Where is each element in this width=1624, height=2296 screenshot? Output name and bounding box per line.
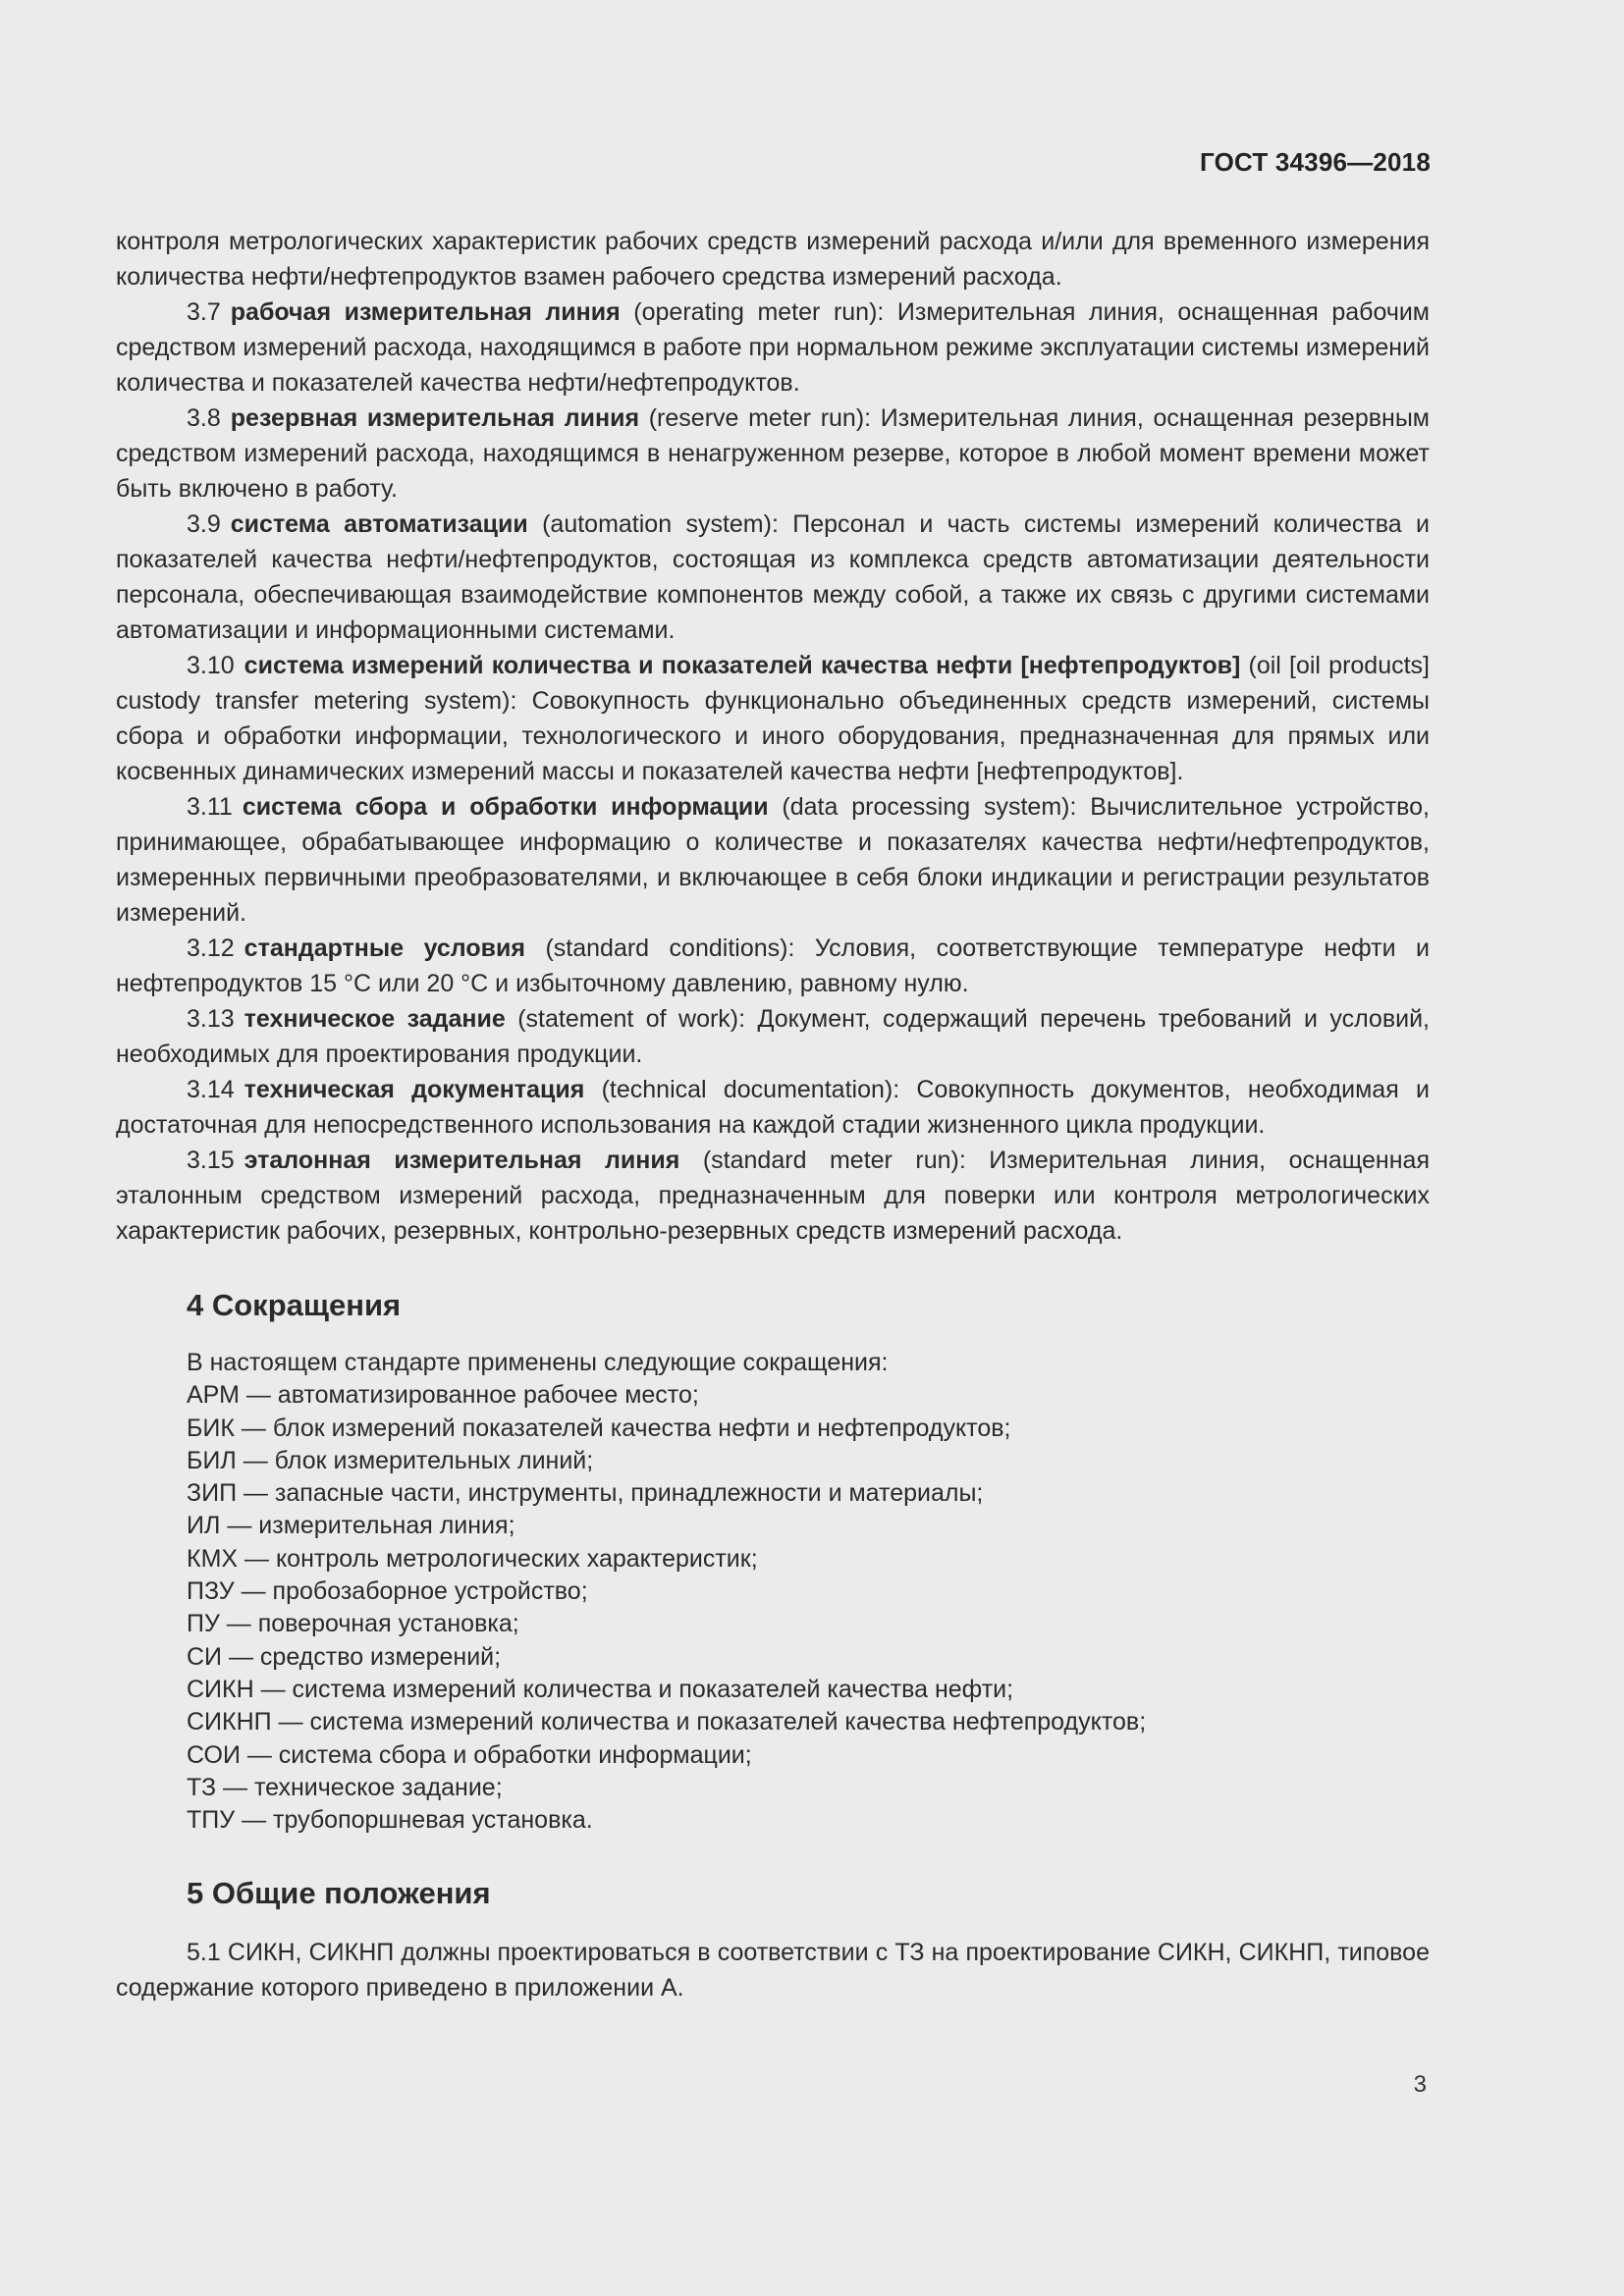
- document-header: ГОСТ 34396—2018: [1200, 147, 1431, 177]
- list-item: СИКНП — система измерений количества и показателей качества нефтепродуктов;: [187, 1708, 1147, 1736]
- term-3-14: [116, 1072, 1430, 1143]
- list-item: ПЗУ — пробозаборное устройство;: [187, 1577, 588, 1606]
- list-item: ИЛ — измерительная линия;: [187, 1512, 515, 1540]
- term-3-10: [116, 648, 1430, 789]
- list-item: ПУ — поверочная установка;: [187, 1610, 519, 1638]
- term-number: 3.15: [187, 1147, 235, 1174]
- term-definition: (automation system): Персонал и часть системы измерений количества и показателей качества нефти/нефтепродуктов, состоящая из комплекса средств автоматизации деятельности персонала, обеспечивающая взаимодействие компонентов между собой, а также их связь с другими системами автоматизации и информационными системами.: [116, 510, 1430, 644]
- term-definition: (standard conditions): Условия, соответствующие температуре нефти и нефтепродуктов 15 °С или 20 °С и избыточному давлению, равному нулю.: [116, 934, 1430, 997]
- term-number: 3.7: [187, 298, 221, 326]
- term-title: система сбора и обработки информации: [242, 793, 769, 821]
- term-definition: (operating meter run): Измерительная линия, оснащенная рабочим средством измерений расхода, находящимся в работе при нормальном режиме эксплуатации системы измерений количества и показателей качества нефти/нефтепродуктов.: [116, 298, 1430, 397]
- list-item: СОИ — система сбора и обработки информации;: [187, 1740, 752, 1769]
- section-5-paragraph: 5.1 СИКН, СИКНП должны проектироваться в соответствии с ТЗ на проектирование СИКН, СИКНП, типовое содержание которого приведено в приложении А.: [116, 1939, 1430, 2002]
- term-number: 3.9: [187, 510, 221, 538]
- list-item: БИЛ — блок измерительных линий;: [187, 1446, 594, 1474]
- section-4-heading: 4 Сокращения: [187, 1288, 402, 1322]
- continuation-paragraph: контроля метрологических характеристик рабочих средств измерений расхода и/или для временного измерения количества нефти/нефтепродуктов взамен рабочего средства измерений расхода.: [116, 228, 1430, 291]
- term-number: 3.13: [187, 1005, 235, 1033]
- term-number: 3.10: [187, 652, 235, 679]
- term-definition: (reserve meter run): Измерительная линия, оснащенная резервным средством измерений расхода, находящимся в ненагруженном резерве, которое в любой момент времени может быть включено в работу.: [116, 404, 1430, 503]
- page-content: [116, 224, 1430, 2005]
- term-3-13: [116, 1001, 1430, 1072]
- list-item: ТПУ — трубопоршневая установка.: [187, 1806, 593, 1835]
- term-title: система автоматизации: [230, 510, 528, 538]
- list-item: ЗИП — запасные части, инструменты, принадлежности и материалы;: [187, 1479, 984, 1508]
- list-item: БИК — блок измерений показателей качества нефти и нефтепродуктов;: [187, 1414, 1011, 1442]
- term-title: стандартные условия: [244, 934, 525, 962]
- list-item: АРМ — автоматизированное рабочее место;: [187, 1381, 699, 1410]
- term-3-11: [116, 789, 1430, 931]
- list-item: СИ — средство измерений;: [187, 1642, 502, 1671]
- term-title: техническая документация: [244, 1076, 585, 1103]
- list-item: КМХ — контроль метрологических характеристик;: [187, 1544, 758, 1573]
- list-item: ТЗ — техническое задание;: [187, 1773, 503, 1801]
- term-title: техническое задание: [244, 1005, 506, 1033]
- term-definition: (data processing system): Вычислительное устройство, принимающее, обрабатывающее информацию о количестве и показателях качества нефти/нефтепродуктов, измеренных первичными преобразователями, и включающее в себя блоки индикации и регистрации результатов измерений.: [116, 793, 1431, 927]
- term-number: 3.12: [187, 934, 235, 962]
- term-definition: (oil [oil products] custody transfer metering system): Совокупность функционально объединенных средств измерений, системы сбора и обработки информации, технологического и иного оборудования, предназначенная для прямых или косвенных динамических измерений массы и показателей качества нефти [нефтепродуктов].: [116, 652, 1430, 785]
- term-title: система измерений количества и показателей качества нефти [нефтепродуктов]: [244, 652, 1241, 679]
- term-number: 3.11: [187, 793, 233, 821]
- term-title: резервная измерительная линия: [230, 404, 640, 432]
- term-title: эталонная измерительная линия: [244, 1147, 680, 1174]
- term-definition: (statement of work): Документ, содержащий перечень требований и условий, необходимых для проектирования продукции.: [116, 1005, 1430, 1068]
- term-definition: (technical documentation): Совокупность документов, необходимая и достаточная для непосредственного использования на каждой стадии жизненного цикла продукции.: [116, 1076, 1430, 1139]
- term-3-12: [116, 931, 1430, 1001]
- term-3-8: [116, 400, 1430, 507]
- term-3-7: [116, 294, 1430, 400]
- page-number: 3: [1413, 2071, 1427, 2098]
- term-3-15: [116, 1143, 1430, 1249]
- list-item: СИКН — система измерений количества и показателей качества нефти;: [187, 1675, 1014, 1703]
- abbreviations-intro: В настоящем стандарте применены следующие сокращения:: [187, 1349, 889, 1376]
- term-definition: (standard meter run): Измерительная линия, оснащенная эталонным средством измерений расхода, предназначенным для поверки или контроля метрологических характеристик рабочих, резервных, контрольно-резервных средств измерений расхода.: [116, 1147, 1430, 1245]
- term-3-9: [116, 507, 1430, 648]
- term-number: 3.8: [187, 404, 221, 432]
- term-number: 3.14: [187, 1076, 235, 1103]
- term-title: рабочая измерительная линия: [230, 298, 621, 326]
- section-5-heading: 5 Общие положения: [187, 1876, 491, 1911]
- abbreviations-list: [187, 1379, 1430, 1837]
